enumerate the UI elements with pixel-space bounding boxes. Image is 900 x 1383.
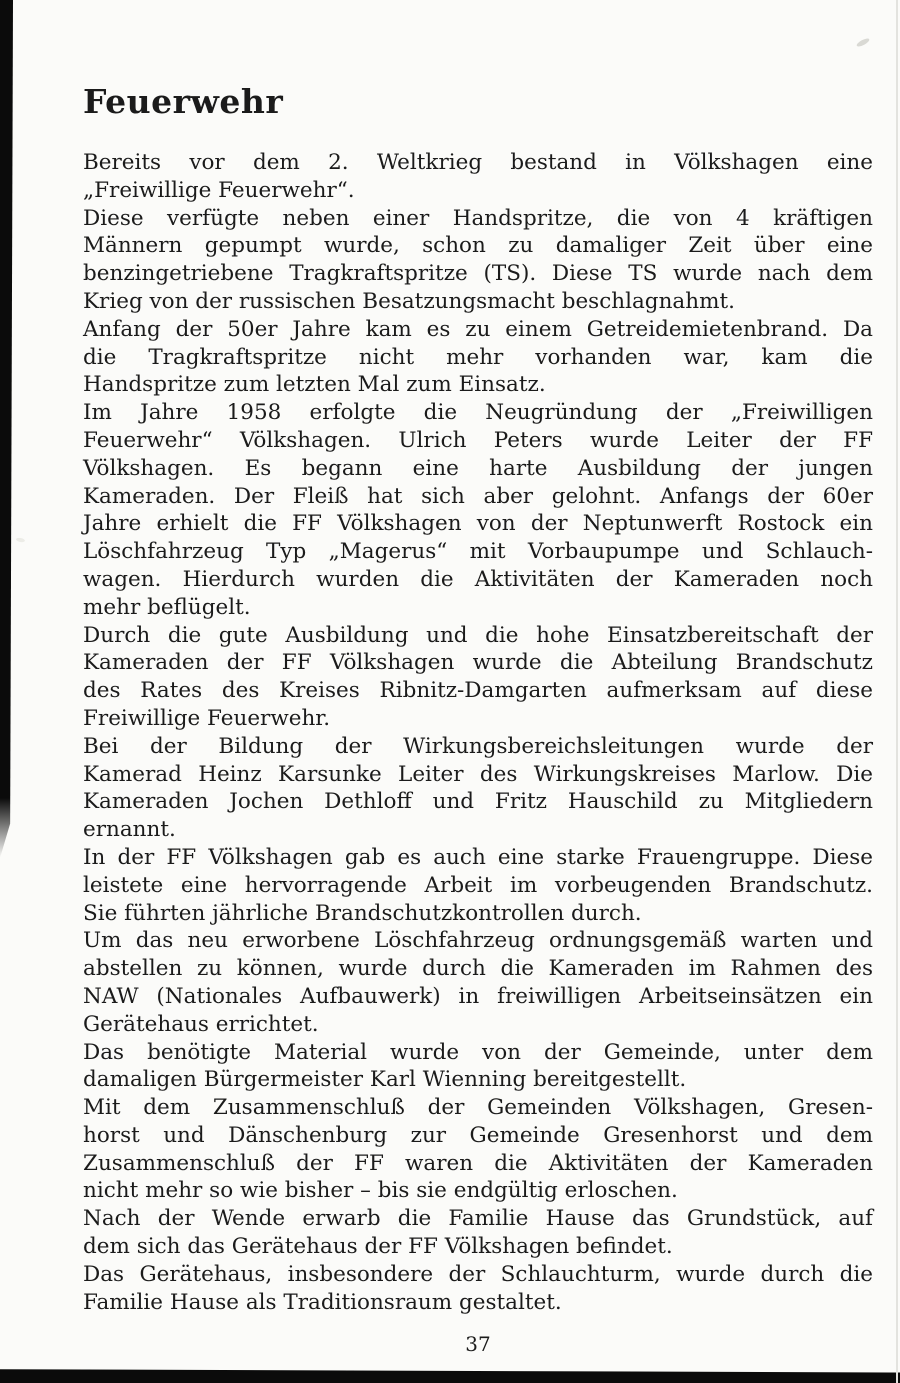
text-line: Völkshagen. Es begann eine harte Ausbildung der jungen xyxy=(83,455,873,481)
text-line: „Freiwillige Feuerwehr“. xyxy=(83,177,355,203)
scan-edge-left-band xyxy=(0,0,13,858)
text-line: NAW (Nationales Aufbauwerk) in freiwilligen Arbeitseinsätzen ein xyxy=(83,983,873,1009)
text-line: Anfang der 50er Jahre kam es zu einem Getreidemietenbrand. Da xyxy=(83,316,873,342)
text-line: nicht mehr so wie bisher – bis sie endgültig erloschen. xyxy=(83,1178,678,1204)
text-line: horst und Dänschenburg zur Gemeinde Gresenhorst und dem xyxy=(83,1122,873,1148)
text-line: wagen. Hierdurch wurden die Aktivitäten der Kameraden noch xyxy=(83,566,873,592)
text-line: damaligen Bürgermeister Karl Wienning bereitgestellt. xyxy=(83,1067,687,1093)
text-line: Bereits vor dem 2. Weltkrieg bestand in Völkshagen eine xyxy=(83,150,873,175)
text-line: ernannt. xyxy=(83,817,176,843)
scan-edge-bottom-band xyxy=(0,1368,900,1383)
text-line: Kameraden Jochen Dethloff und Fritz Hauschild zu Mitgliedern xyxy=(83,789,873,815)
text-line: Im Jahre 1958 erfolgte die Neugründung der „Freiwilligen xyxy=(83,400,873,426)
scan-right-edge-line xyxy=(896,0,898,1383)
page-title: Feuerwehr xyxy=(83,82,284,121)
text-line: Diese verfügte neben einer Handspritze, die von 4 kräftigen xyxy=(83,205,873,231)
text-line: Männern gepumpt wurde, schon zu damaliger Zeit über eine xyxy=(83,233,873,259)
text-line: Durch die gute Ausbildung und die hohe Einsatzbereitschaft der xyxy=(83,622,873,648)
text-line: Löschfahrzeug Typ „Magerus“ mit Vorbaupumpe und Schlauch- xyxy=(83,539,873,565)
text-line: Das benötigte Material wurde von der Gemeinde, unter dem xyxy=(83,1039,873,1065)
text-line: Freiwillige Feuerwehr. xyxy=(83,705,331,731)
text-line: Das Gerätehaus, insbesondere der Schlauchturm, wurde durch die xyxy=(83,1261,873,1287)
body-text xyxy=(83,149,873,1316)
text-line: abstellen zu können, wurde durch die Kameraden im Rahmen des xyxy=(83,956,873,982)
text-line: Handspritze zum letzten Mal zum Einsatz. xyxy=(83,372,546,398)
text-line: Sie führten jährliche Brandschutzkontrollen durch. xyxy=(83,900,642,926)
text-line: In der FF Völkshagen gab es auch eine starke Frauengruppe. Diese xyxy=(83,844,873,870)
text-line: Kameraden der FF Völkshagen wurde die Abteilung Brandschutz xyxy=(83,650,873,676)
text-line: mehr beflügelt. xyxy=(83,594,251,620)
text-line: Um das neu erworbene Löschfahrzeug ordnungsgemäß warten und xyxy=(83,928,873,954)
text-line: dem sich das Gerätehaus der FF Völkshagen befindet. xyxy=(83,1234,673,1260)
text-line: benzingetriebene Tragkraftspritze (TS). Diese TS wurde nach dem xyxy=(83,261,873,287)
text-line: Jahre erhielt die FF Völkshagen von der Neptunwerft Rostock ein xyxy=(83,511,873,537)
text-line: Familie Hause als Traditionsraum gestaltet. xyxy=(83,1289,562,1315)
text-line: leistete eine hervorragende Arbeit im vorbeugenden Brandschutz. xyxy=(83,872,873,898)
text-line: Nach der Wende erwarb die Familie Hause das Grundstück, auf xyxy=(83,1206,873,1232)
page-number: 37 xyxy=(465,1332,491,1356)
text-line: Gerätehaus errichtet. xyxy=(83,1011,319,1037)
text-line: Kamerad Heinz Karsunke Leiter des Wirkungskreises Marlow. Die xyxy=(83,761,873,787)
text-line: Bei der Bildung der Wirkungsbereichsleitungen wurde der xyxy=(83,733,873,759)
text-line: Kameraden. Der Fleiß hat sich aber gelohnt. Anfangs der 60er xyxy=(83,483,873,509)
text-line: Feuerwehr“ Völkshagen. Ulrich Peters wurde Leiter der FF xyxy=(83,427,873,453)
text-line: des Rates des Kreises Ribnitz-Damgarten aufmerksam auf diese xyxy=(83,678,873,704)
text-line: die Tragkraftspritze nicht mehr vorhanden war, kam die xyxy=(83,344,873,370)
text-line: Zusammenschluß der FF waren die Aktivitäten der Kameraden xyxy=(83,1150,873,1176)
scan-speck xyxy=(856,37,871,48)
scan-speck xyxy=(16,537,26,543)
text-line: Mit dem Zusammenschluß der Gemeinden Völkshagen, Gresen- xyxy=(83,1095,873,1121)
text-line: Krieg von der russischen Besatzungsmacht beschlagnahmt. xyxy=(83,288,735,314)
